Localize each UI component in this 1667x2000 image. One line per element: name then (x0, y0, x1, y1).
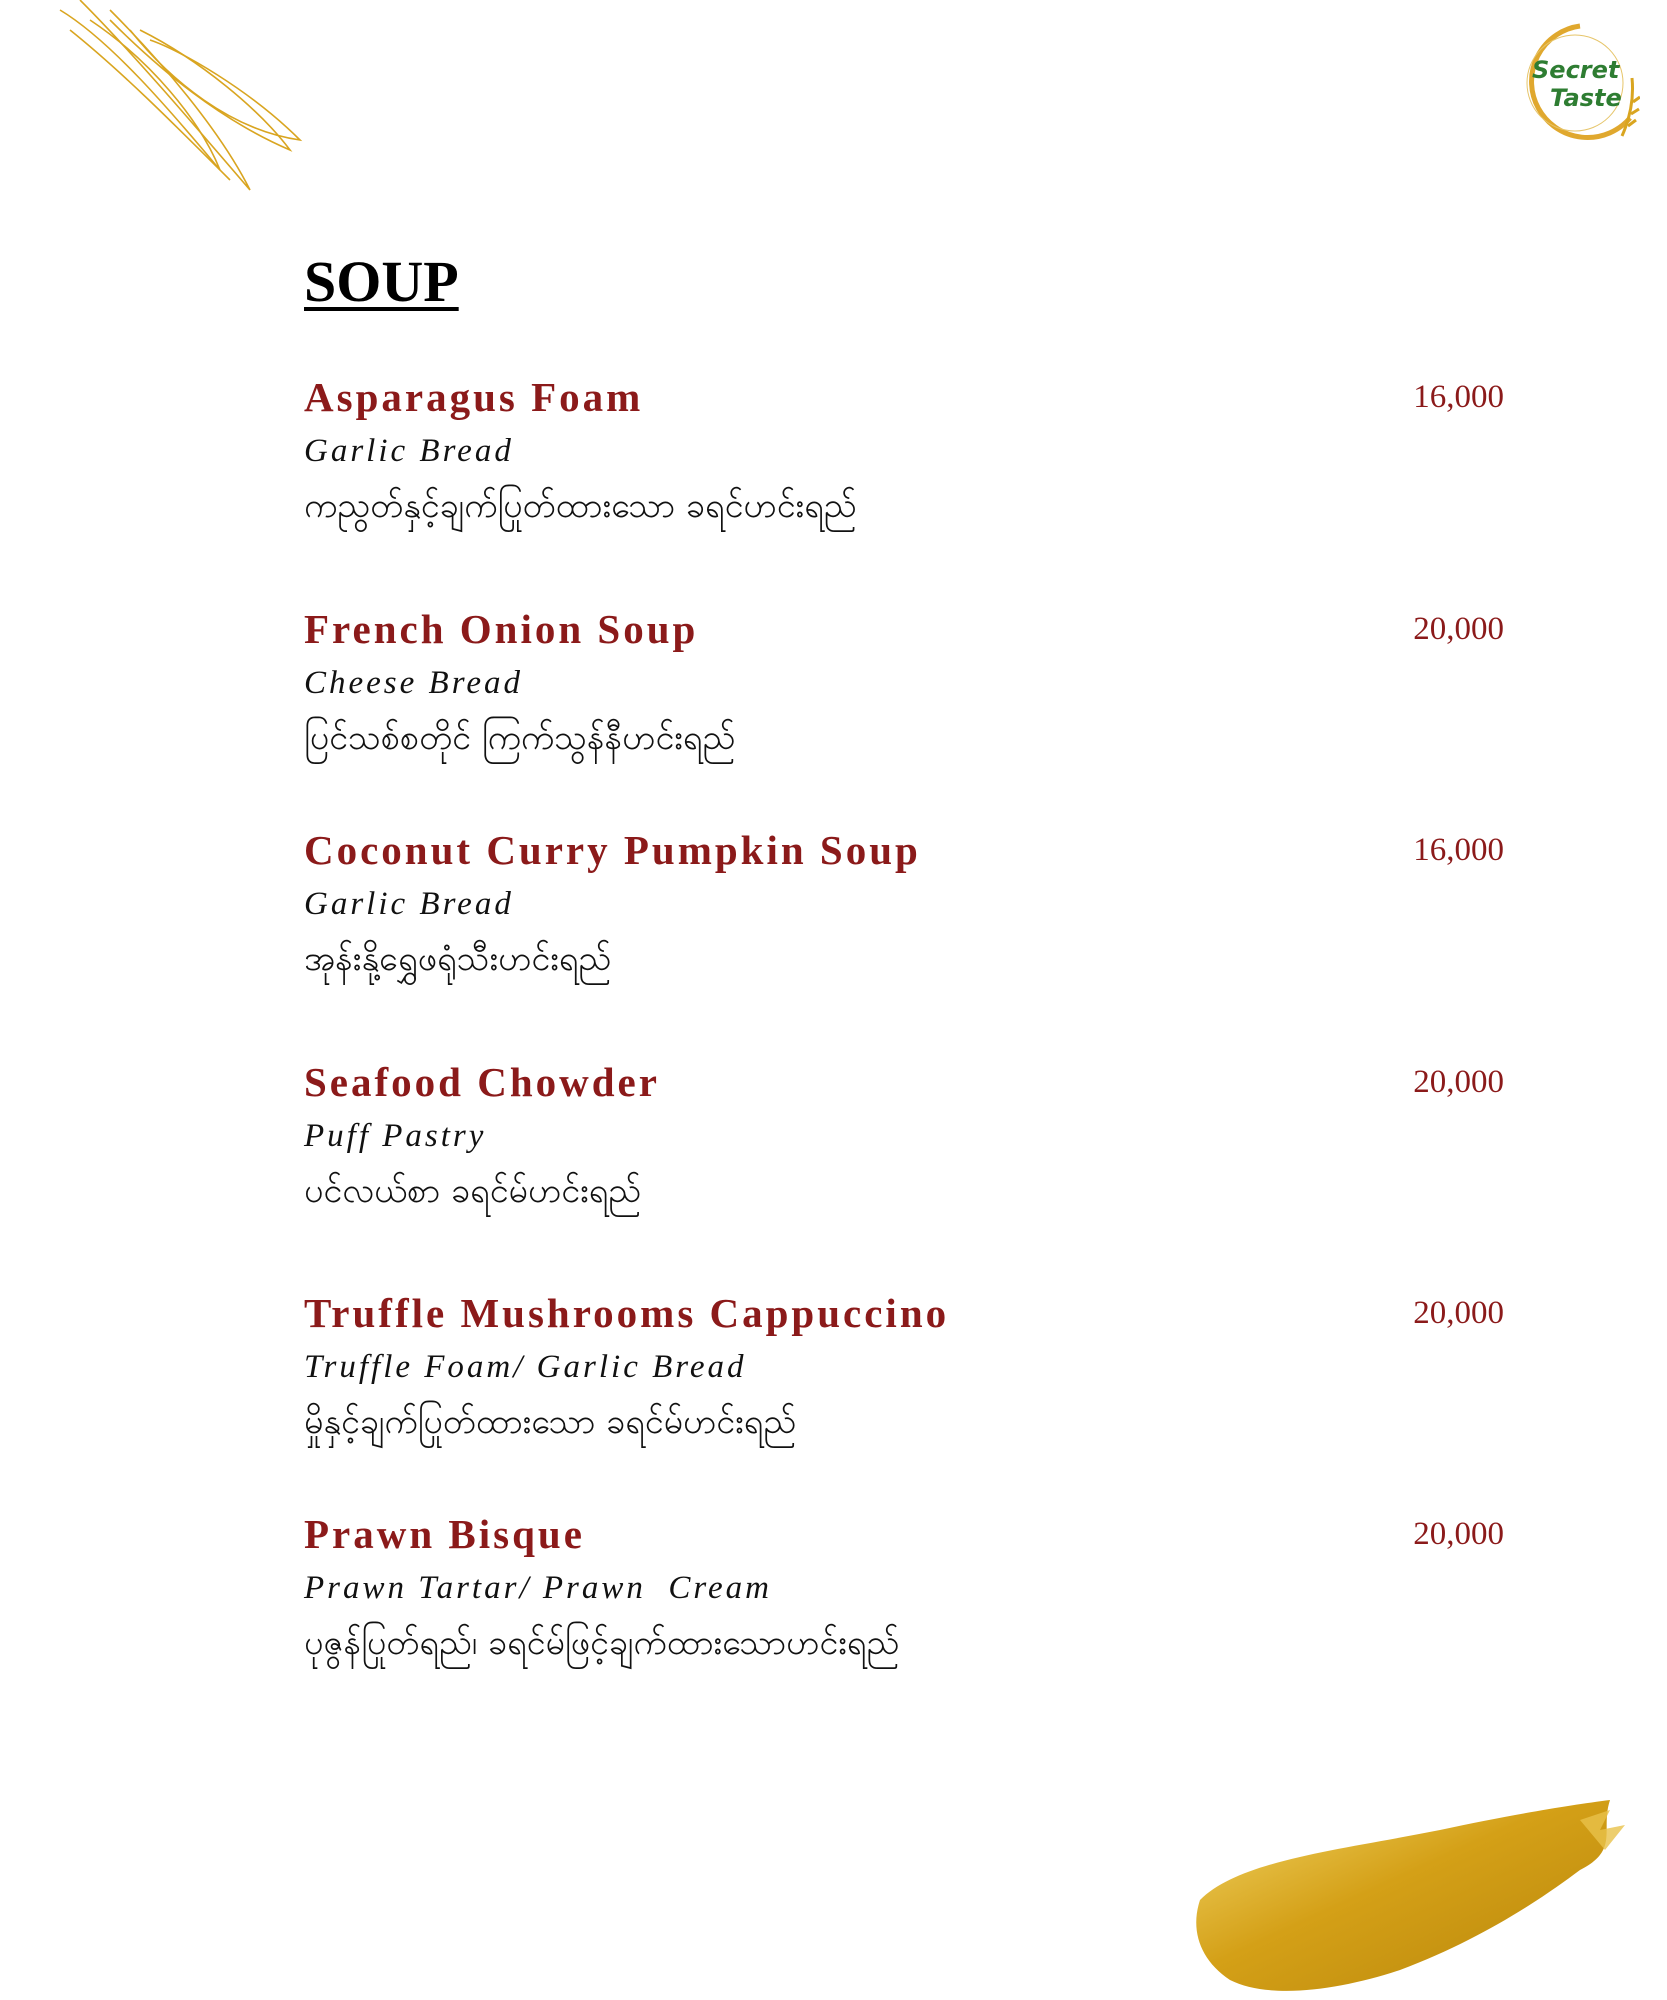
item-myanmar-description: ပုဇွန်ပြုတ်ရည်၊ ခရင်မ်ဖြင့်ချက်ထားသောဟင်းရည် (304, 1623, 900, 1663)
item-myanmar-description: ပြင်သစ်စတိုင် ကြက်သွန်နီဟင်းရည် (304, 718, 736, 758)
menu-item (304, 1058, 1504, 1218)
menu-item (304, 826, 1504, 986)
item-myanmar-description: ပင်လယ်စာ ခရင်မ်ဟင်းရည် (304, 1171, 642, 1211)
menu-item (304, 373, 1504, 533)
item-side-dish: Garlic Bread (304, 433, 514, 469)
item-price: 20,000 (1413, 1064, 1504, 1100)
secret-taste-logo (1510, 18, 1640, 148)
item-side-dish: Puff Pastry (304, 1118, 487, 1154)
item-side-dish: Prawn Tartar/ Prawn Cream (304, 1570, 772, 1606)
item-price: 20,000 (1413, 611, 1504, 647)
item-name: Coconut Curry Pumpkin Soup (304, 827, 921, 873)
item-name: French Onion Soup (304, 606, 699, 652)
item-price: 16,000 (1413, 832, 1504, 868)
item-myanmar-description: အုန်းနို့ရွှေဖရုံသီးဟင်းရည် (304, 939, 612, 979)
item-price: 20,000 (1413, 1295, 1504, 1331)
logo-text-line2: Taste (1550, 84, 1622, 112)
item-side-dish: Truffle Foam/ Garlic Bread (304, 1349, 747, 1385)
gold-scribble-decoration (50, 0, 310, 200)
item-name: Prawn Bisque (304, 1511, 585, 1557)
menu-item (304, 605, 1504, 765)
section-title: SOUP (304, 249, 459, 314)
item-price: 20,000 (1413, 1516, 1504, 1552)
item-side-dish: Cheese Bread (304, 665, 523, 701)
item-name: Seafood Chowder (304, 1059, 660, 1105)
item-name: Asparagus Foam (304, 374, 644, 420)
item-myanmar-description: မှိုနှင့်ချက်ပြုတ်ထားသော ခရင်မ်ဟင်းရည် (304, 1402, 797, 1442)
logo-text-line1: Secret (1532, 56, 1620, 84)
item-name: Truffle Mushrooms Cappuccino (304, 1290, 950, 1336)
item-side-dish: Garlic Bread (304, 886, 514, 922)
item-myanmar-description: ကညွတ်နှင့်ချက်ပြုတ်ထားသော ခရင်ဟင်းရည် (304, 486, 857, 526)
item-price: 16,000 (1413, 379, 1504, 415)
menu-item (304, 1289, 1504, 1449)
gold-brush-stroke-decoration (1180, 1790, 1640, 2000)
menu-item (304, 1510, 1504, 1670)
